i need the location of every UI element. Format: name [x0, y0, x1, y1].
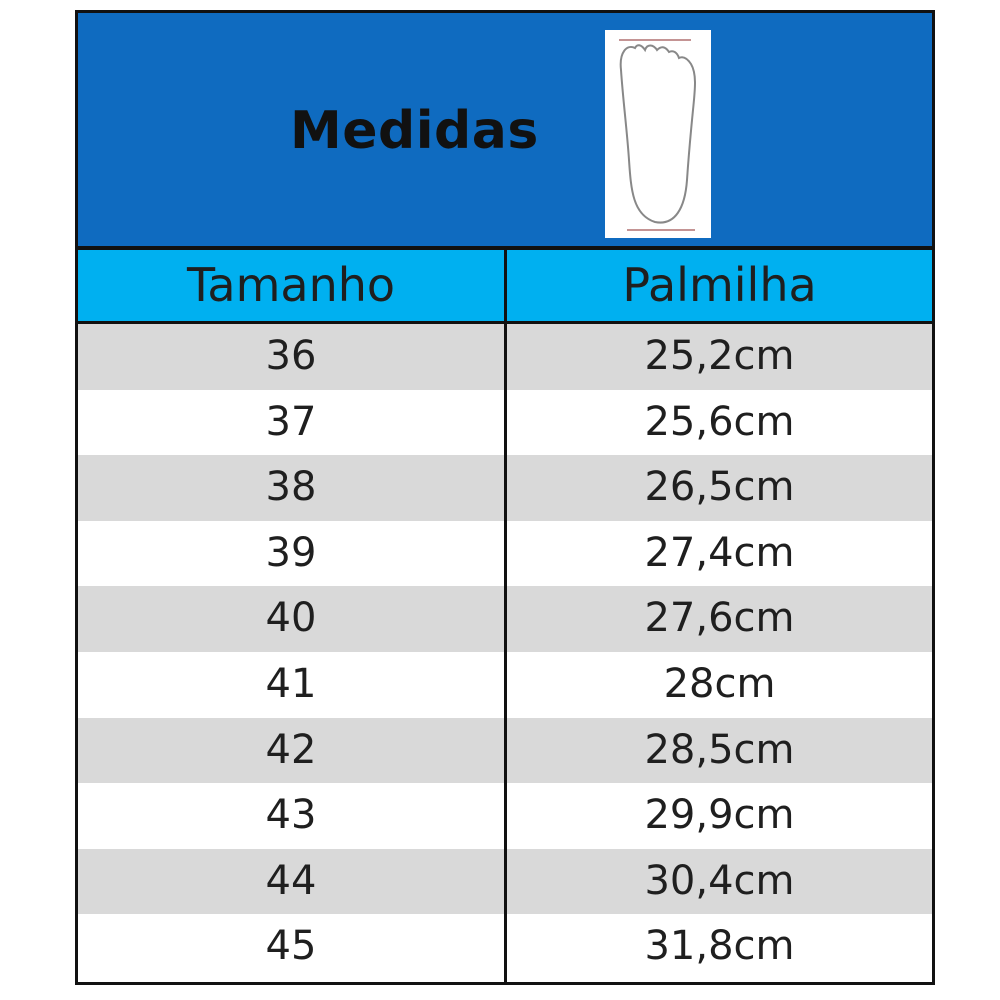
column-header-size: Tamanho	[186, 258, 396, 312]
insole-cell: 30,4cm	[644, 857, 795, 904]
column-divider	[504, 250, 507, 985]
size-cell: 43	[265, 792, 317, 839]
insole-cell: 27,4cm	[644, 529, 795, 576]
column-header-insole: Palmilha	[622, 258, 817, 312]
insole-cell: 31,8cm	[644, 923, 795, 970]
size-cell: 41	[265, 660, 317, 707]
insole-cell: 25,6cm	[644, 398, 795, 445]
size-cell: 39	[265, 529, 317, 576]
size-cell: 40	[265, 595, 317, 642]
size-cell: 38	[265, 464, 317, 511]
foot-outline-icon	[605, 30, 711, 238]
insole-cell: 26,5cm	[644, 464, 795, 511]
size-cell: 44	[265, 857, 317, 904]
size-cell: 37	[265, 398, 317, 445]
size-cell: 42	[265, 726, 317, 773]
insole-cell: 27,6cm	[644, 595, 795, 642]
table-title: Medidas	[290, 101, 539, 161]
insole-cell: 28cm	[663, 660, 776, 707]
size-cell: 36	[265, 333, 317, 379]
insole-cell: 25,2cm	[644, 333, 795, 379]
insole-cell: 28,5cm	[644, 726, 795, 773]
size-cell: 45	[265, 923, 317, 970]
insole-cell: 29,9cm	[644, 792, 795, 839]
title-band	[78, 13, 932, 250]
size-table	[75, 10, 935, 985]
